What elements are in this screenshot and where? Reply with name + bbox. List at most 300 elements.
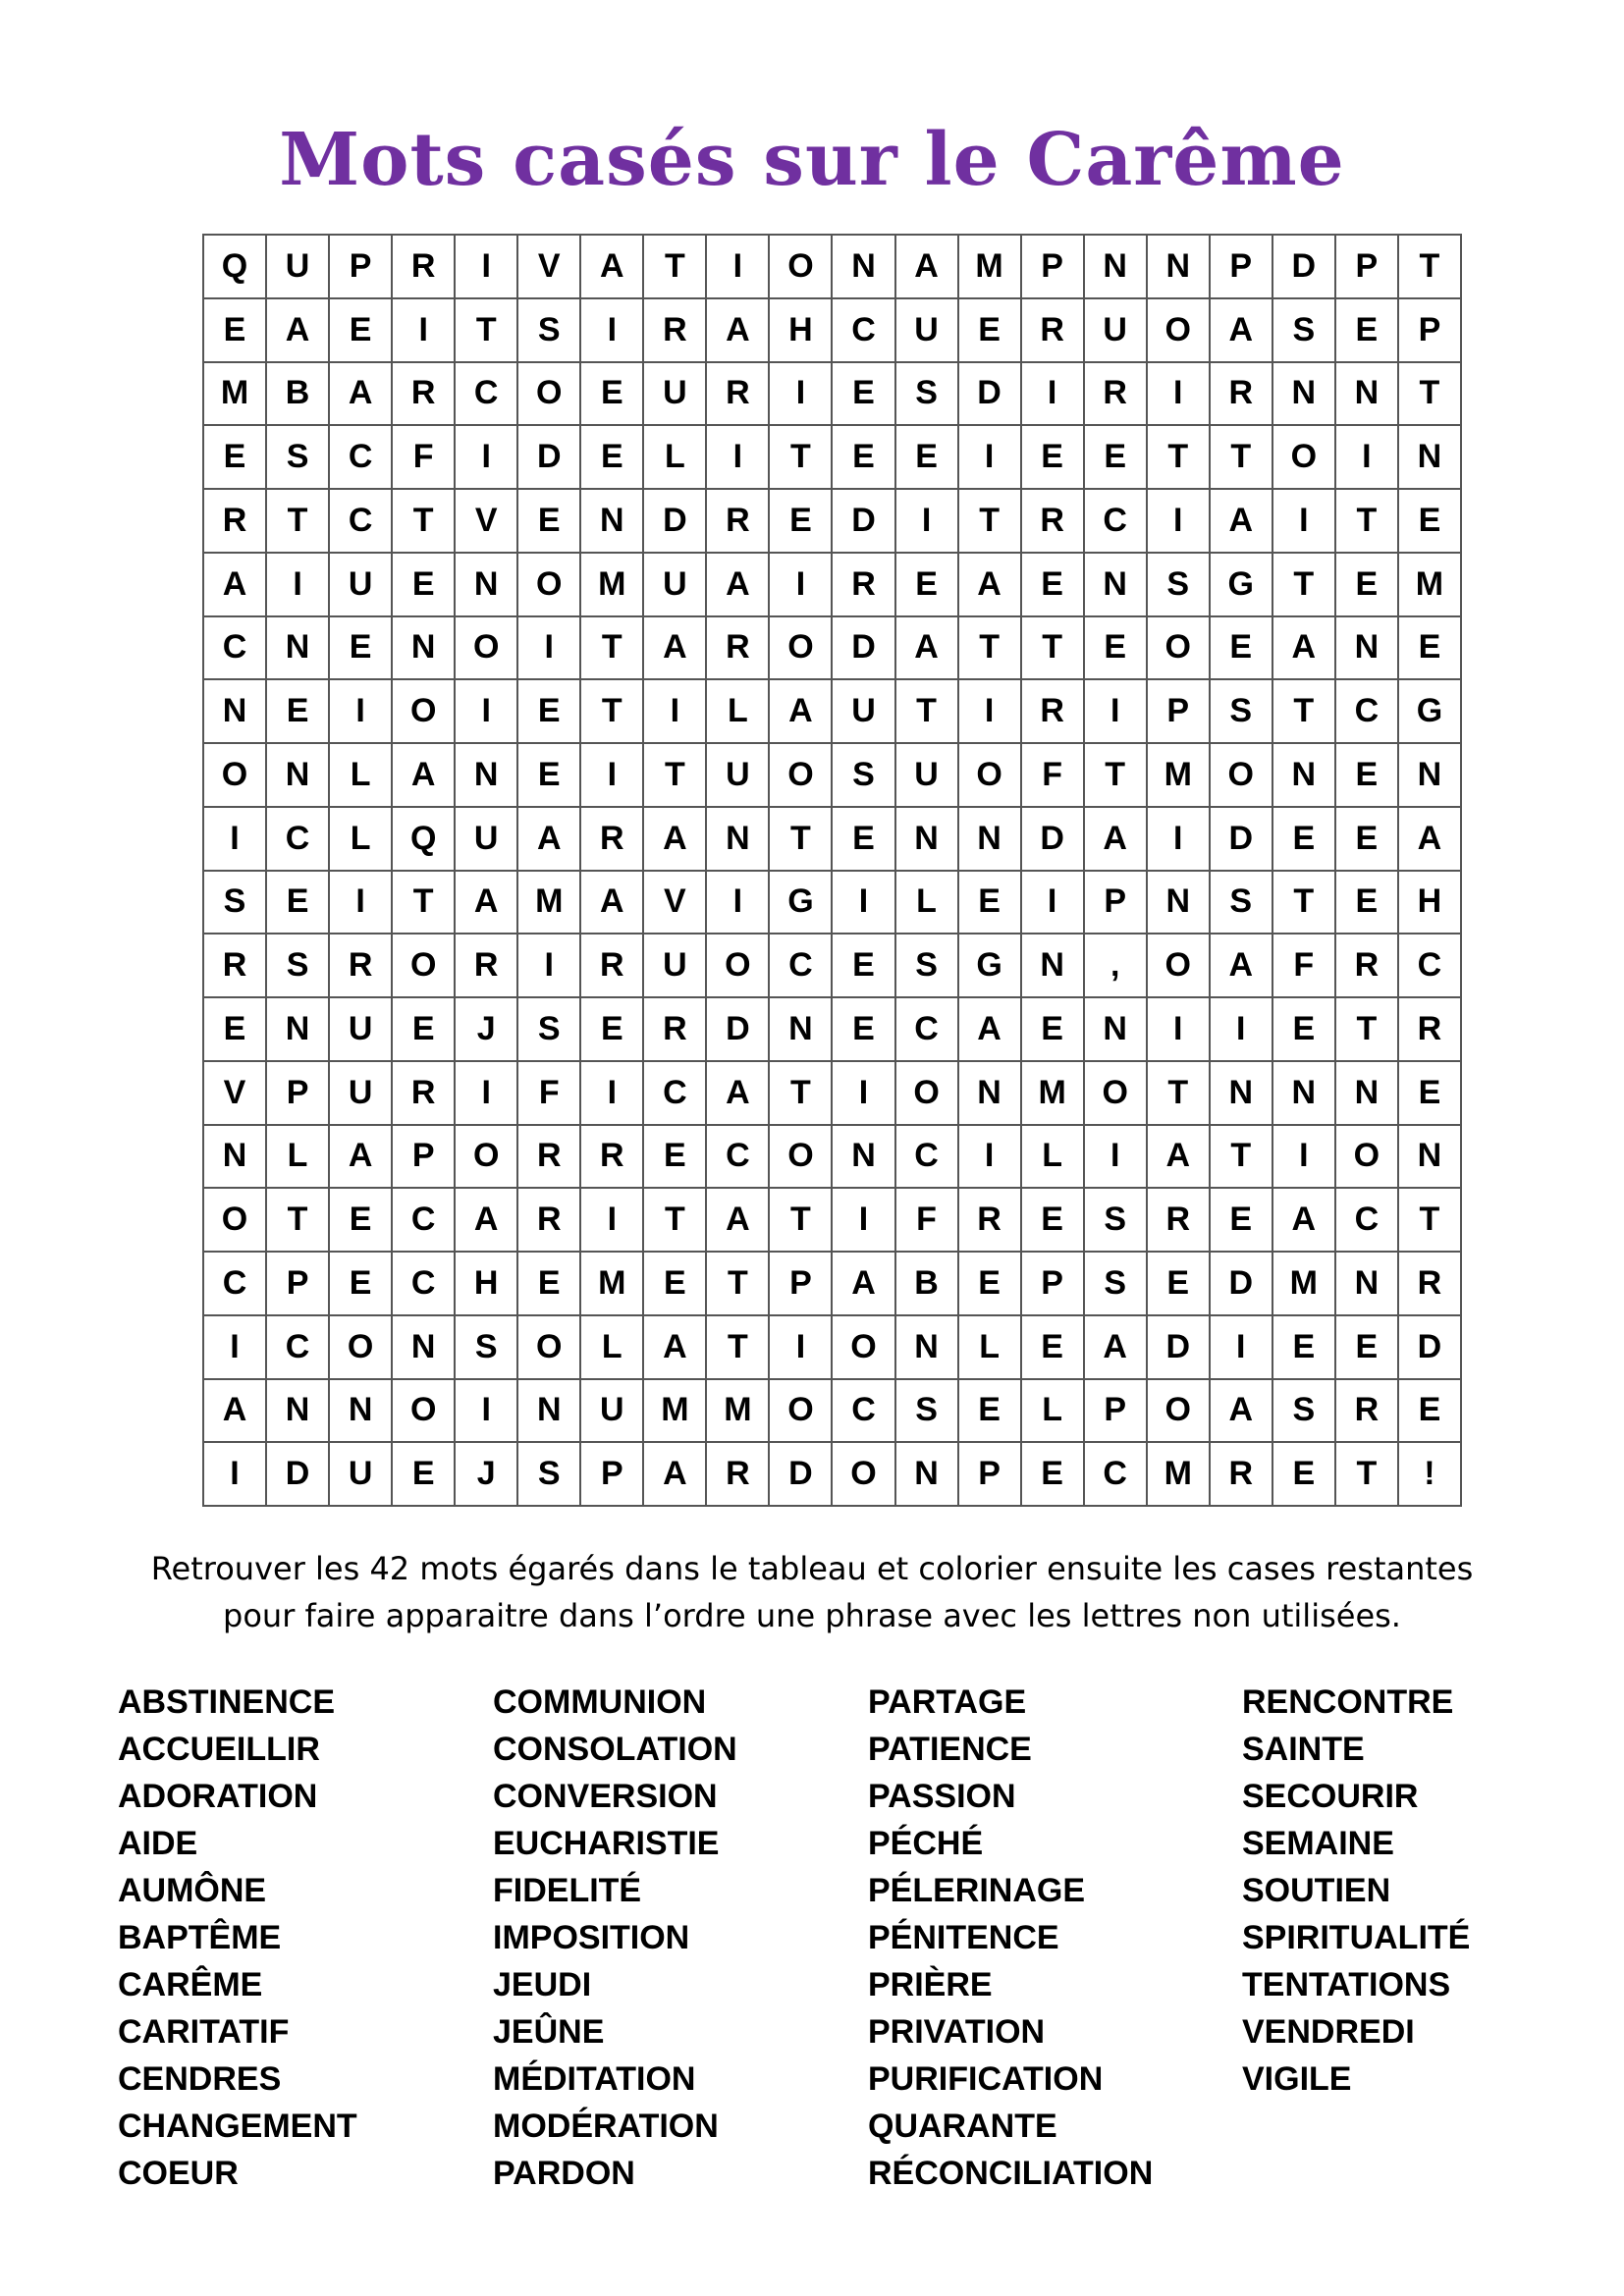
grid-cell[interactable]: S <box>895 934 958 997</box>
grid-cell[interactable]: V <box>203 1061 266 1125</box>
grid-cell[interactable]: R <box>203 489 266 553</box>
grid-cell[interactable]: F <box>517 1061 580 1125</box>
grid-cell[interactable]: E <box>1021 425 1084 489</box>
grid-cell[interactable]: T <box>706 1252 769 1315</box>
grid-cell[interactable]: E <box>832 997 894 1061</box>
grid-cell[interactable]: E <box>517 1252 580 1315</box>
grid-cell[interactable]: G <box>769 871 832 934</box>
grid-cell[interactable]: C <box>832 298 894 362</box>
grid-cell[interactable]: L <box>580 1315 643 1379</box>
grid-cell[interactable]: C <box>1335 1188 1398 1252</box>
grid-cell[interactable]: T <box>1335 489 1398 553</box>
grid-cell[interactable]: M <box>1272 1252 1335 1315</box>
grid-cell[interactable]: A <box>266 298 329 362</box>
grid-cell[interactable]: C <box>455 362 517 426</box>
grid-cell[interactable]: A <box>580 235 643 298</box>
grid-cell[interactable]: C <box>392 1252 455 1315</box>
grid-cell[interactable]: P <box>580 1442 643 1506</box>
grid-cell[interactable]: M <box>1147 743 1210 807</box>
grid-cell[interactable]: F <box>1272 934 1335 997</box>
grid-cell[interactable]: O <box>1147 298 1210 362</box>
grid-cell[interactable]: S <box>1272 298 1335 362</box>
grid-cell[interactable]: N <box>1147 871 1210 934</box>
grid-cell[interactable]: N <box>1335 1061 1398 1125</box>
grid-cell[interactable]: R <box>580 1125 643 1189</box>
grid-cell[interactable]: R <box>1210 362 1272 426</box>
grid-cell[interactable]: R <box>392 362 455 426</box>
grid-cell[interactable]: R <box>706 489 769 553</box>
grid-cell[interactable]: P <box>1021 1252 1084 1315</box>
grid-cell[interactable]: E <box>203 997 266 1061</box>
grid-cell[interactable]: P <box>958 1442 1021 1506</box>
grid-cell[interactable]: C <box>1084 1442 1147 1506</box>
grid-cell[interactable]: I <box>706 425 769 489</box>
grid-cell[interactable]: L <box>1021 1125 1084 1189</box>
grid-cell[interactable]: S <box>895 1379 958 1443</box>
grid-cell[interactable]: U <box>706 743 769 807</box>
grid-cell[interactable]: S <box>517 298 580 362</box>
grid-cell[interactable]: D <box>266 1442 329 1506</box>
grid-cell[interactable]: R <box>958 1188 1021 1252</box>
grid-cell[interactable]: A <box>1272 1188 1335 1252</box>
grid-cell[interactable]: A <box>643 1315 706 1379</box>
grid-cell[interactable]: V <box>643 871 706 934</box>
grid-cell[interactable]: U <box>329 1442 392 1506</box>
grid-cell[interactable]: T <box>958 489 1021 553</box>
grid-cell[interactable]: N <box>1084 997 1147 1061</box>
grid-cell[interactable]: E <box>1210 1188 1272 1252</box>
grid-cell[interactable]: N <box>266 1379 329 1443</box>
grid-cell[interactable]: C <box>643 1061 706 1125</box>
grid-cell[interactable]: R <box>455 934 517 997</box>
grid-cell[interactable]: A <box>706 298 769 362</box>
grid-cell[interactable]: T <box>1147 1061 1210 1125</box>
grid-cell[interactable]: C <box>329 425 392 489</box>
grid-cell[interactable]: S <box>517 997 580 1061</box>
grid-cell[interactable]: N <box>203 1125 266 1189</box>
grid-cell[interactable]: E <box>1021 1442 1084 1506</box>
grid-cell[interactable]: O <box>769 743 832 807</box>
grid-cell[interactable]: N <box>266 997 329 1061</box>
grid-cell[interactable]: I <box>769 1315 832 1379</box>
grid-cell[interactable]: I <box>958 1125 1021 1189</box>
grid-cell[interactable]: E <box>832 934 894 997</box>
grid-cell[interactable]: U <box>329 1061 392 1125</box>
grid-cell[interactable]: U <box>643 934 706 997</box>
grid-cell[interactable]: E <box>329 1188 392 1252</box>
grid-cell[interactable]: C <box>895 1125 958 1189</box>
grid-cell[interactable]: S <box>517 1442 580 1506</box>
grid-cell[interactable]: A <box>958 553 1021 616</box>
grid-cell[interactable]: T <box>769 1188 832 1252</box>
grid-cell[interactable]: I <box>455 679 517 743</box>
grid-cell[interactable]: T <box>1272 871 1335 934</box>
grid-cell[interactable]: E <box>1335 807 1398 871</box>
grid-cell[interactable]: E <box>1335 871 1398 934</box>
grid-cell[interactable]: I <box>706 871 769 934</box>
grid-cell[interactable]: E <box>329 298 392 362</box>
grid-cell[interactable]: A <box>1210 298 1272 362</box>
grid-cell[interactable]: S <box>1210 871 1272 934</box>
grid-cell[interactable]: R <box>517 1188 580 1252</box>
grid-cell[interactable]: R <box>580 807 643 871</box>
grid-cell[interactable]: D <box>1210 1252 1272 1315</box>
grid-cell[interactable]: R <box>1021 298 1084 362</box>
grid-cell[interactable]: A <box>1084 807 1147 871</box>
grid-cell[interactable]: E <box>1335 553 1398 616</box>
grid-cell[interactable]: R <box>1147 1188 1210 1252</box>
grid-cell[interactable]: E <box>1084 616 1147 680</box>
grid-cell[interactable]: E <box>392 553 455 616</box>
grid-cell[interactable]: A <box>1210 934 1272 997</box>
grid-cell[interactable]: U <box>643 362 706 426</box>
grid-cell[interactable]: M <box>1398 553 1461 616</box>
grid-cell[interactable]: E <box>1272 1315 1335 1379</box>
grid-cell[interactable]: C <box>392 1188 455 1252</box>
grid-cell[interactable]: A <box>832 1252 894 1315</box>
grid-cell[interactable]: P <box>1335 235 1398 298</box>
grid-cell[interactable]: I <box>1147 997 1210 1061</box>
grid-cell[interactable]: I <box>1210 997 1272 1061</box>
grid-cell[interactable]: I <box>455 1061 517 1125</box>
grid-cell[interactable]: E <box>329 1252 392 1315</box>
grid-cell[interactable]: , <box>1084 934 1147 997</box>
grid-cell[interactable]: D <box>1147 1315 1210 1379</box>
grid-cell[interactable]: N <box>1272 1061 1335 1125</box>
grid-cell[interactable]: H <box>455 1252 517 1315</box>
grid-cell[interactable]: U <box>580 1379 643 1443</box>
grid-cell[interactable]: E <box>1021 997 1084 1061</box>
grid-cell[interactable]: T <box>1398 362 1461 426</box>
grid-cell[interactable]: O <box>1335 1125 1398 1189</box>
grid-cell[interactable]: D <box>1398 1315 1461 1379</box>
grid-cell[interactable]: C <box>266 807 329 871</box>
grid-cell[interactable]: T <box>1335 1442 1398 1506</box>
grid-cell[interactable]: E <box>517 679 580 743</box>
grid-cell[interactable]: E <box>203 425 266 489</box>
grid-cell[interactable]: I <box>1147 807 1210 871</box>
grid-cell[interactable]: O <box>203 743 266 807</box>
grid-cell[interactable]: E <box>895 553 958 616</box>
grid-cell[interactable]: T <box>1210 425 1272 489</box>
grid-cell[interactable]: J <box>455 1442 517 1506</box>
grid-cell[interactable]: A <box>455 871 517 934</box>
grid-cell[interactable]: S <box>1210 679 1272 743</box>
grid-cell[interactable]: N <box>1398 1125 1461 1189</box>
grid-cell[interactable]: R <box>392 235 455 298</box>
grid-cell[interactable]: O <box>832 1442 894 1506</box>
grid-cell[interactable]: E <box>643 1125 706 1189</box>
grid-cell[interactable]: I <box>329 871 392 934</box>
grid-cell[interactable]: N <box>895 807 958 871</box>
grid-cell[interactable]: M <box>203 362 266 426</box>
grid-cell[interactable]: A <box>455 1188 517 1252</box>
grid-cell[interactable]: A <box>706 1061 769 1125</box>
grid-cell[interactable]: D <box>1272 235 1335 298</box>
grid-cell[interactable]: N <box>1021 934 1084 997</box>
grid-cell[interactable]: I <box>1147 362 1210 426</box>
grid-cell[interactable]: N <box>895 1442 958 1506</box>
grid-cell[interactable]: E <box>958 1252 1021 1315</box>
grid-cell[interactable]: A <box>1398 807 1461 871</box>
grid-cell[interactable]: I <box>580 1188 643 1252</box>
grid-cell[interactable]: E <box>1335 743 1398 807</box>
grid-cell[interactable]: G <box>1398 679 1461 743</box>
grid-cell[interactable]: I <box>1021 871 1084 934</box>
grid-cell[interactable]: P <box>266 1252 329 1315</box>
grid-cell[interactable]: E <box>1398 489 1461 553</box>
grid-cell[interactable]: H <box>1398 871 1461 934</box>
grid-cell[interactable]: R <box>1021 679 1084 743</box>
grid-cell[interactable]: S <box>455 1315 517 1379</box>
grid-cell[interactable]: R <box>203 934 266 997</box>
grid-cell[interactable]: T <box>958 616 1021 680</box>
grid-cell[interactable]: R <box>1084 362 1147 426</box>
grid-cell[interactable]: I <box>580 298 643 362</box>
grid-cell[interactable]: A <box>517 807 580 871</box>
grid-cell[interactable]: M <box>1147 1442 1210 1506</box>
grid-cell[interactable]: E <box>203 298 266 362</box>
grid-cell[interactable]: E <box>895 425 958 489</box>
grid-cell[interactable]: L <box>329 743 392 807</box>
grid-cell[interactable]: C <box>769 934 832 997</box>
grid-cell[interactable]: O <box>895 1061 958 1125</box>
grid-cell[interactable]: D <box>832 616 894 680</box>
grid-cell[interactable]: E <box>958 1379 1021 1443</box>
grid-cell[interactable]: R <box>643 298 706 362</box>
grid-cell[interactable]: E <box>1335 1315 1398 1379</box>
grid-cell[interactable]: I <box>203 1315 266 1379</box>
grid-cell[interactable]: E <box>958 298 1021 362</box>
grid-cell[interactable]: C <box>706 1125 769 1189</box>
grid-cell[interactable]: E <box>1335 298 1398 362</box>
grid-cell[interactable]: E <box>517 489 580 553</box>
grid-cell[interactable]: U <box>455 807 517 871</box>
grid-cell[interactable]: S <box>203 871 266 934</box>
grid-cell[interactable]: E <box>1084 425 1147 489</box>
grid-cell[interactable]: C <box>266 1315 329 1379</box>
grid-cell[interactable]: I <box>1147 489 1210 553</box>
grid-cell[interactable]: E <box>266 679 329 743</box>
grid-cell[interactable]: T <box>769 1061 832 1125</box>
grid-cell[interactable]: P <box>1398 298 1461 362</box>
grid-cell[interactable]: P <box>1084 1379 1147 1443</box>
grid-cell[interactable]: I <box>517 934 580 997</box>
grid-cell[interactable]: I <box>643 679 706 743</box>
grid-cell[interactable]: O <box>329 1315 392 1379</box>
grid-cell[interactable]: M <box>706 1379 769 1443</box>
grid-cell[interactable]: C <box>203 1252 266 1315</box>
grid-cell[interactable]: A <box>329 362 392 426</box>
grid-cell[interactable]: R <box>706 1442 769 1506</box>
grid-cell[interactable]: O <box>1147 616 1210 680</box>
grid-cell[interactable]: P <box>769 1252 832 1315</box>
grid-cell[interactable]: N <box>1335 1252 1398 1315</box>
grid-cell[interactable]: A <box>1210 489 1272 553</box>
grid-cell[interactable]: T <box>1210 1125 1272 1189</box>
grid-cell[interactable]: E <box>1398 616 1461 680</box>
grid-cell[interactable]: N <box>1398 425 1461 489</box>
grid-cell[interactable]: C <box>895 997 958 1061</box>
grid-cell[interactable]: O <box>1272 425 1335 489</box>
grid-cell[interactable]: J <box>455 997 517 1061</box>
grid-cell[interactable]: A <box>1210 1379 1272 1443</box>
grid-cell[interactable]: I <box>832 1188 894 1252</box>
grid-cell[interactable]: N <box>1335 616 1398 680</box>
grid-cell[interactable]: S <box>895 362 958 426</box>
grid-cell[interactable]: O <box>1084 1061 1147 1125</box>
grid-cell[interactable]: N <box>895 1315 958 1379</box>
grid-cell[interactable]: D <box>1021 807 1084 871</box>
grid-cell[interactable]: M <box>580 1252 643 1315</box>
grid-cell[interactable]: E <box>266 871 329 934</box>
grid-cell[interactable]: A <box>1147 1125 1210 1189</box>
grid-cell[interactable]: N <box>1272 362 1335 426</box>
grid-cell[interactable]: A <box>580 871 643 934</box>
grid-cell[interactable]: E <box>1272 807 1335 871</box>
grid-cell[interactable]: I <box>266 553 329 616</box>
grid-cell[interactable]: R <box>1210 1442 1272 1506</box>
grid-cell[interactable]: D <box>517 425 580 489</box>
grid-cell[interactable]: I <box>706 235 769 298</box>
grid-cell[interactable]: O <box>769 235 832 298</box>
grid-cell[interactable]: N <box>392 1315 455 1379</box>
grid-cell[interactable]: N <box>832 1125 894 1189</box>
grid-cell[interactable]: F <box>1021 743 1084 807</box>
grid-cell[interactable]: N <box>1335 362 1398 426</box>
grid-cell[interactable]: I <box>455 425 517 489</box>
grid-cell[interactable]: A <box>895 235 958 298</box>
grid-cell[interactable]: E <box>1272 1442 1335 1506</box>
grid-cell[interactable]: N <box>1147 235 1210 298</box>
grid-cell[interactable]: C <box>1335 679 1398 743</box>
grid-cell[interactable]: C <box>832 1379 894 1443</box>
grid-cell[interactable]: F <box>895 1188 958 1252</box>
grid-cell[interactable]: T <box>1272 553 1335 616</box>
grid-cell[interactable]: T <box>1335 997 1398 1061</box>
grid-cell[interactable]: E <box>769 489 832 553</box>
grid-cell[interactable]: E <box>958 871 1021 934</box>
grid-cell[interactable]: N <box>1210 1061 1272 1125</box>
grid-cell[interactable]: T <box>643 235 706 298</box>
grid-cell[interactable]: I <box>958 425 1021 489</box>
grid-cell[interactable]: A <box>958 997 1021 1061</box>
grid-cell[interactable]: E <box>580 997 643 1061</box>
grid-cell[interactable]: M <box>958 235 1021 298</box>
grid-cell[interactable]: E <box>1398 1061 1461 1125</box>
grid-cell[interactable]: T <box>1398 235 1461 298</box>
grid-cell[interactable]: I <box>329 679 392 743</box>
grid-cell[interactable]: E <box>832 362 894 426</box>
grid-cell[interactable]: T <box>643 743 706 807</box>
grid-cell[interactable]: I <box>1272 1125 1335 1189</box>
grid-cell[interactable]: P <box>1084 871 1147 934</box>
grid-cell[interactable]: E <box>392 997 455 1061</box>
grid-cell[interactable]: N <box>958 1061 1021 1125</box>
grid-cell[interactable]: N <box>455 743 517 807</box>
grid-cell[interactable]: O <box>1210 743 1272 807</box>
grid-cell[interactable]: L <box>958 1315 1021 1379</box>
grid-cell[interactable]: I <box>455 235 517 298</box>
grid-cell[interactable]: T <box>392 489 455 553</box>
grid-cell[interactable]: T <box>769 425 832 489</box>
grid-cell[interactable]: N <box>1084 235 1147 298</box>
grid-cell[interactable]: E <box>1021 1315 1084 1379</box>
grid-cell[interactable]: E <box>1147 1252 1210 1315</box>
grid-cell[interactable]: P <box>329 235 392 298</box>
grid-cell[interactable]: T <box>1272 679 1335 743</box>
grid-cell[interactable]: U <box>1084 298 1147 362</box>
grid-cell[interactable]: S <box>832 743 894 807</box>
grid-cell[interactable]: D <box>958 362 1021 426</box>
grid-cell[interactable]: I <box>203 1442 266 1506</box>
grid-cell[interactable]: N <box>329 1379 392 1443</box>
grid-cell[interactable]: D <box>1210 807 1272 871</box>
grid-cell[interactable]: R <box>643 997 706 1061</box>
grid-cell[interactable]: T <box>769 807 832 871</box>
grid-cell[interactable]: A <box>643 807 706 871</box>
grid-cell[interactable]: I <box>203 807 266 871</box>
grid-cell[interactable]: R <box>329 934 392 997</box>
grid-cell[interactable]: E <box>1398 1379 1461 1443</box>
grid-cell[interactable]: M <box>1021 1061 1084 1125</box>
grid-cell[interactable]: I <box>832 1061 894 1125</box>
grid-cell[interactable]: O <box>392 679 455 743</box>
grid-cell[interactable]: S <box>266 425 329 489</box>
grid-cell[interactable]: E <box>832 425 894 489</box>
grid-cell[interactable]: S <box>266 934 329 997</box>
grid-cell[interactable]: O <box>958 743 1021 807</box>
grid-cell[interactable]: A <box>203 1379 266 1443</box>
grid-cell[interactable]: R <box>706 616 769 680</box>
grid-cell[interactable]: I <box>1210 1315 1272 1379</box>
grid-cell[interactable]: I <box>392 298 455 362</box>
grid-cell[interactable]: L <box>895 871 958 934</box>
grid-cell[interactable]: E <box>580 362 643 426</box>
grid-cell[interactable]: N <box>580 489 643 553</box>
grid-cell[interactable]: O <box>769 616 832 680</box>
grid-cell[interactable]: P <box>1210 235 1272 298</box>
grid-cell[interactable]: E <box>1021 1188 1084 1252</box>
grid-cell[interactable]: T <box>580 616 643 680</box>
grid-cell[interactable]: P <box>1021 235 1084 298</box>
grid-cell[interactable]: E <box>1272 997 1335 1061</box>
grid-cell[interactable]: E <box>580 425 643 489</box>
grid-cell[interactable]: T <box>1021 616 1084 680</box>
grid-cell[interactable]: E <box>643 1252 706 1315</box>
grid-cell[interactable]: N <box>203 679 266 743</box>
grid-cell[interactable]: D <box>769 1442 832 1506</box>
grid-cell[interactable]: I <box>832 871 894 934</box>
grid-cell[interactable]: E <box>832 807 894 871</box>
grid-cell[interactable]: N <box>392 616 455 680</box>
grid-cell[interactable]: O <box>769 1125 832 1189</box>
grid-cell[interactable]: A <box>203 553 266 616</box>
grid-cell[interactable]: O <box>203 1188 266 1252</box>
grid-cell[interactable]: T <box>1398 1188 1461 1252</box>
grid-cell[interactable]: I <box>580 743 643 807</box>
grid-cell[interactable]: A <box>392 743 455 807</box>
grid-cell[interactable]: N <box>266 616 329 680</box>
grid-cell[interactable]: U <box>643 553 706 616</box>
grid-cell[interactable]: E <box>1021 553 1084 616</box>
grid-cell[interactable]: O <box>517 362 580 426</box>
grid-cell[interactable]: N <box>832 235 894 298</box>
grid-cell[interactable]: S <box>1272 1379 1335 1443</box>
grid-cell[interactable]: T <box>266 1188 329 1252</box>
grid-cell[interactable]: R <box>1335 934 1398 997</box>
grid-cell[interactable]: T <box>895 679 958 743</box>
